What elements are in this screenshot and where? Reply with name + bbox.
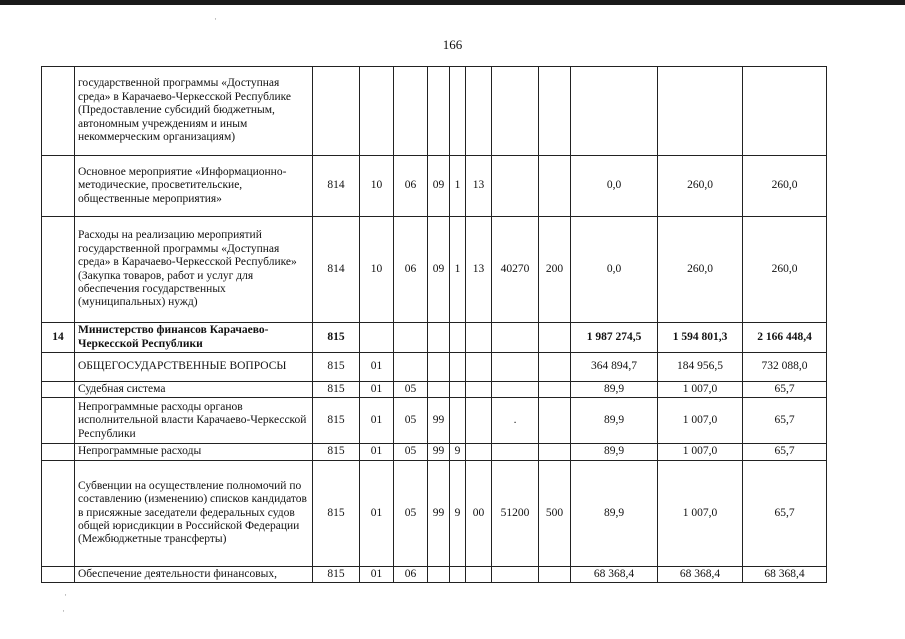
expense-direction-code (492, 353, 539, 382)
ministry-code: 815 (313, 323, 360, 353)
measure-code: 13 (466, 156, 492, 217)
expense-type-code: 500 (539, 460, 571, 566)
amount-year-3: 2 166 448,4 (743, 323, 827, 353)
table-row (42, 460, 827, 566)
amount-year-1: 1 987 274,5 (571, 323, 658, 353)
subsection-code: 06 (394, 566, 428, 582)
expense-type-code (539, 444, 571, 460)
amount-year-1: 0,0 (571, 217, 658, 323)
expense-direction-code (492, 156, 539, 217)
amount-year-2: 1 007,0 (658, 398, 743, 444)
section-code: 01 (360, 398, 394, 444)
table-row (42, 444, 827, 460)
table-row (42, 217, 827, 323)
amount-year-3: 65,7 (743, 460, 827, 566)
amount-year-1: 364 894,7 (571, 353, 658, 382)
section-code: 01 (360, 460, 394, 566)
expense-direction-code: 51200 (492, 460, 539, 566)
amount-year-3: 260,0 (743, 217, 827, 323)
program-code: 99 (428, 444, 450, 460)
expense-direction-code (492, 323, 539, 353)
row-number (42, 217, 75, 323)
subsection-code: 05 (394, 382, 428, 398)
subprogram-code (450, 353, 466, 382)
subsection-code (394, 323, 428, 353)
subsection-code: 06 (394, 217, 428, 323)
row-name: Расходы на реализацию мероприятий государственной программы «Доступная среда» в Карачаево-Черкесской Республике» (Закупка товаров, работ и услуг для обеспечения государственных (муниципальных) нужд) (75, 217, 313, 323)
subprogram-code: 1 (450, 156, 466, 217)
subprogram-code (450, 566, 466, 582)
amount-year-3: 65,7 (743, 444, 827, 460)
budget-table (41, 66, 827, 583)
expense-direction-code (492, 382, 539, 398)
row-number (42, 460, 75, 566)
subprogram-code (450, 323, 466, 353)
ministry-code: 815 (313, 444, 360, 460)
top-edge-bar (0, 0, 905, 5)
expense-type-code: 200 (539, 217, 571, 323)
subprogram-code (450, 382, 466, 398)
section-code: 01 (360, 444, 394, 460)
program-code (428, 353, 450, 382)
amount-year-3: 65,7 (743, 398, 827, 444)
subprogram-code: 9 (450, 460, 466, 566)
row-number (42, 353, 75, 382)
expense-type-code (539, 156, 571, 217)
row-name: государственной программы «Доступная среда» в Карачаево-Черкесской Республике (Предоставление субсидий бюджетным, автономным учреждениям и иным некоммерческим организациям) (75, 67, 313, 156)
program-code (428, 566, 450, 582)
amount-year-2: 260,0 (658, 217, 743, 323)
subprogram-code: 1 (450, 217, 466, 323)
row-name: Непрограммные расходы органов исполнительной власти Карачаево-Черкесской Республики (75, 398, 313, 444)
program-code (428, 67, 450, 156)
expense-type-code (539, 382, 571, 398)
measure-code (466, 323, 492, 353)
ministry-code: 814 (313, 217, 360, 323)
expense-direction-code: . (492, 398, 539, 444)
amount-year-3: 732 088,0 (743, 353, 827, 382)
row-name: Судебная система (75, 382, 313, 398)
row-name: ОБЩЕГОСУДАРСТВЕННЫЕ ВОПРОСЫ (75, 353, 313, 382)
table-row (42, 382, 827, 398)
table-row (42, 398, 827, 444)
scan-speck: · (64, 590, 67, 600)
amount-year-1 (571, 67, 658, 156)
subsection-code (394, 67, 428, 156)
row-name: Обеспечение деятельности финансовых, (75, 566, 313, 582)
measure-code (466, 566, 492, 582)
ministry-code: 815 (313, 382, 360, 398)
ministry-code: 815 (313, 460, 360, 566)
amount-year-2: 1 007,0 (658, 444, 743, 460)
table-row (42, 566, 827, 582)
expense-type-code (539, 398, 571, 444)
amount-year-3: 260,0 (743, 156, 827, 217)
amount-year-2: 1 007,0 (658, 460, 743, 566)
program-code: 99 (428, 398, 450, 444)
table-row (42, 156, 827, 217)
scan-speck: · (62, 606, 65, 616)
section-code: 01 (360, 353, 394, 382)
row-number (42, 67, 75, 156)
measure-code (466, 67, 492, 156)
program-code (428, 382, 450, 398)
ministry-code: 814 (313, 156, 360, 217)
expense-type-code (539, 566, 571, 582)
table-row (42, 353, 827, 382)
row-name: Непрограммные расходы (75, 444, 313, 460)
row-number (42, 156, 75, 217)
table-row (42, 67, 827, 156)
program-code: 09 (428, 156, 450, 217)
subsection-code: 06 (394, 156, 428, 217)
program-code: 09 (428, 217, 450, 323)
expense-type-code (539, 353, 571, 382)
ministry-code: 815 (313, 353, 360, 382)
expense-direction-code (492, 67, 539, 156)
expense-direction-code: 40270 (492, 217, 539, 323)
amount-year-1: 0,0 (571, 156, 658, 217)
subsection-code (394, 353, 428, 382)
subprogram-code: 9 (450, 444, 466, 460)
amount-year-3 (743, 67, 827, 156)
amount-year-1: 68 368,4 (571, 566, 658, 582)
section-code: 10 (360, 156, 394, 217)
subsection-code: 05 (394, 460, 428, 566)
subsection-code: 05 (394, 444, 428, 460)
amount-year-2: 260,0 (658, 156, 743, 217)
row-name: Основное мероприятие «Информационно-методические, просветительские, общественные мероприятия» (75, 156, 313, 217)
measure-code: 13 (466, 217, 492, 323)
section-code (360, 323, 394, 353)
amount-year-3: 65,7 (743, 382, 827, 398)
row-name: Министерство финансов Карачаево-Черкесской Республики (75, 323, 313, 353)
row-number (42, 566, 75, 582)
section-code: 10 (360, 217, 394, 323)
program-code: 99 (428, 460, 450, 566)
measure-code (466, 398, 492, 444)
table-row (42, 323, 827, 353)
budget-table-body (42, 67, 827, 583)
section-code: 01 (360, 382, 394, 398)
measure-code (466, 382, 492, 398)
amount-year-2 (658, 67, 743, 156)
amount-year-2: 1 007,0 (658, 382, 743, 398)
row-number: 14 (42, 323, 75, 353)
expense-type-code (539, 67, 571, 156)
subprogram-code (450, 398, 466, 444)
amount-year-1: 89,9 (571, 398, 658, 444)
expense-direction-code (492, 566, 539, 582)
row-number (42, 444, 75, 460)
measure-code (466, 353, 492, 382)
amount-year-2: 184 956,5 (658, 353, 743, 382)
expense-type-code (539, 323, 571, 353)
program-code (428, 323, 450, 353)
subprogram-code (450, 67, 466, 156)
row-number (42, 382, 75, 398)
section-code: 01 (360, 566, 394, 582)
amount-year-1: 89,9 (571, 460, 658, 566)
amount-year-3: 68 368,4 (743, 566, 827, 582)
subsection-code: 05 (394, 398, 428, 444)
section-code (360, 67, 394, 156)
expense-direction-code (492, 444, 539, 460)
measure-code: 00 (466, 460, 492, 566)
row-name: Субвенции на осуществление полномочий по составлению (изменению) списков кандидатов в присяжные заседатели федеральных судов общей юрисдикции в Российской Федерации (Межбюджетные трансферты) (75, 460, 313, 566)
ministry-code (313, 67, 360, 156)
amount-year-2: 68 368,4 (658, 566, 743, 582)
amount-year-2: 1 594 801,3 (658, 323, 743, 353)
page-number: 166 (442, 37, 463, 52)
measure-code (466, 444, 492, 460)
ministry-code: 815 (313, 566, 360, 582)
amount-year-1: 89,9 (571, 382, 658, 398)
amount-year-1: 89,9 (571, 444, 658, 460)
scan-speck: · (214, 14, 217, 24)
row-number (42, 398, 75, 444)
ministry-code: 815 (313, 398, 360, 444)
